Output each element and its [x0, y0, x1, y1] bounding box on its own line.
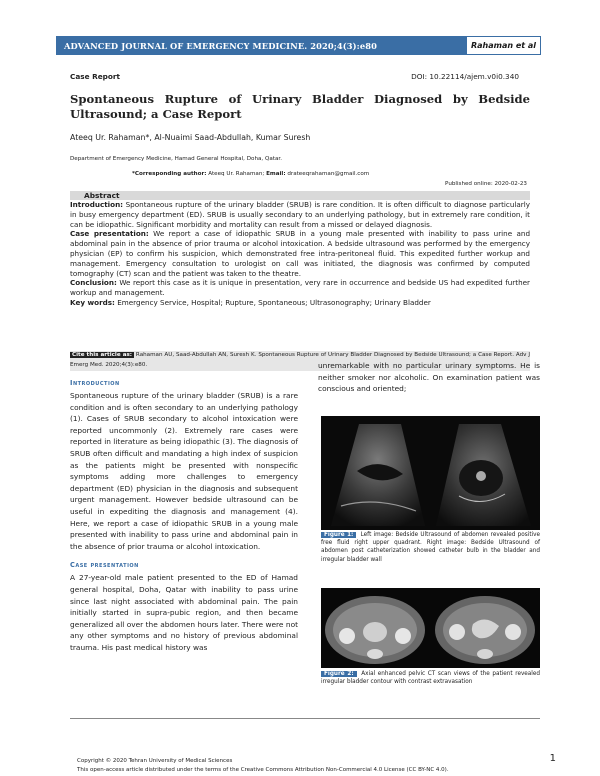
published-date: Published online: 2020-02-23 [445, 181, 527, 187]
footer-license: This open-access article distributed under the terms of the Creative Commons Attribution Non-Commercial 4.0 License (CC BY-NC 4.0). [77, 767, 449, 773]
email-label: Email: [266, 171, 286, 177]
doi-link[interactable]: DOI: 10.22114/ajem.v0i0.340 [411, 72, 519, 81]
page-number: 1 [549, 753, 556, 764]
figure-1-label: Figure 1: [321, 532, 356, 538]
citation-label: Cite this article as: [72, 352, 133, 358]
intro-label: Introduction: [70, 200, 124, 209]
case-label: Case presentation: [70, 229, 149, 239]
abstract-heading: Abstract [70, 191, 530, 200]
footer-copyright: Copyright © 2020 Tehran University of Medical Sciences [77, 758, 233, 764]
ct-images [321, 588, 540, 668]
corresponding-author [132, 171, 369, 177]
conclusion-text: We report this case as it is unique in presentation, very rare in occurrence and bedside US had expedited further workup and management. [70, 278, 530, 298]
figure-1-caption-text: Left image: Bedside Ultrasound of abdomen revealed positive free fluid right upper quadrant. Right image: Bedside Ultrasound of abdomen post catheterization showed catheter bulb in the bladder and irregular bladder wall [321, 532, 540, 563]
journal-title: ADVANCED JOURNAL OF EMERGENCY MEDICINE. 2020;4(3):e80 [64, 40, 377, 51]
abstract-keywords [70, 298, 530, 308]
article-type: Case Report [70, 72, 121, 81]
ct-right [435, 596, 535, 664]
right-column [318, 360, 540, 395]
article-title: Spontaneous Rupture of Urinary Bladder Diagnosed by Bedside Ultrasound; a Case Report [70, 92, 530, 121]
figure-2-label: Figure 2: [321, 671, 357, 677]
ultrasound-images [321, 416, 540, 530]
abstract-case [70, 229, 530, 278]
figure-1-caption [321, 531, 540, 564]
case-presentation-text: A 27-year-old male patient presented to the ED of Hamad general hospital, Doha, Qatar with inability to pass urine since last night associated with abdominal pain. The pain initially started in supra-pubic region, and then became generalized all over the abdomen hours later. There were not any other symptoms and no history of previous abdominal trauma. His past medical history was [70, 573, 298, 652]
case-presentation-heading: Case presentation [70, 561, 139, 570]
case-presentation-continued: unremarkable with no particular urinary symptoms. He is neither smoker nor alcoholic. On examination patient was conscious and oriented; [318, 361, 540, 394]
left-column [70, 379, 298, 653]
figure-1-ultrasound [321, 416, 540, 530]
figure-2-caption-text: Axial enhanced pelvic CT scan views of the patient revealed irregular bladder contour with contrast extravasation [321, 671, 540, 686]
figure-2-caption [321, 670, 540, 686]
introduction-heading: Introduction [70, 379, 120, 387]
citation-text: Rahaman AU, Saad-Abdullah AN, Suresh K. Spontaneous Rupture of Urinary Bladder Diagnosed by Bedside Ultrasound; a Case Report. Adv J Emerg Med. 2020;4(3):e80. [70, 352, 530, 368]
ct-left [325, 596, 425, 664]
running-author: Rahaman et al [467, 37, 540, 54]
conclusion-label: Conclusion: [70, 278, 117, 288]
keywords-label: Key words: [70, 297, 115, 307]
figure-2-ct-scan [321, 588, 540, 668]
corresponding-label: *Corresponding author: [132, 171, 207, 177]
corresponding-name: Ateeq Ur. Rahaman; [206, 171, 267, 177]
case-text: We report a case of idiopathic SRUB in a young male presented with inability to pass urine and abdominal pain in the absence of prior trauma or alcohol intoxication. A bedside ultrasound was performed by the emergency physician (EP) to confirm his suspicion, which demonstrated free intra-peritoneal fluid. This expedited further workup and management. Emergency consultation to urologist on call was initiated, the diagnosis was confirmed by computed tomography (CT) scan and the patient was taken to the theatre. [70, 229, 531, 278]
abstract-introduction [70, 200, 530, 229]
introduction-text: Spontaneous rupture of the urinary bladder (SRUB) is a rare condition and is often secondary to an underlying pathology (1). Cases of SRUB secondary to alcohol intoxication were reported uncommonly (2). Extremely rare cases were reported in literature as being idiopathic (3). The diagnosis of SRUB often difficult and mandating a high index of suspicion as the patients might be presented with nonspecific symptoms adding more challenges to emergency department (ED) physician in the diagnosis and subsequent urgent management. However bedside ultrasound can be useful in expediting the diagnosis and management (4). Here, we report a case of idiopathic SRUB in a young male presented with inability to pass urine and abdominal pain in the absence of prior trauma or alcohol intoxication. [70, 391, 298, 551]
email-link[interactable]: drateeqrahaman@gmail.com [285, 171, 370, 177]
author-list: Ateeq Ur. Rahaman*, Al-Nuaimi Saad-Abdullah, Kumar Suresh [70, 133, 311, 142]
affiliation: Department of Emergency Medicine, Hamad General Hospital, Doha, Qatar. [70, 156, 282, 162]
intro-text: Spontaneous rupture of the urinary bladder (SRUB) is rare condition. It is often difficult to diagnose particularly in busy emergency department (ED). SRUB is usually secondary to an underlying pathology, but in extremely rare condition, it can be idiopathic. Significant morbidity and mortality can result from a missed or delayed diagnosis. [70, 200, 530, 229]
journal-header [56, 36, 541, 55]
abstract-body [70, 200, 530, 308]
abstract-conclusion [70, 278, 530, 298]
keywords-text: Emergency Service, Hospital; Rupture, Spontaneous; Ultrasonography; Urinary Bladder [114, 297, 431, 307]
footer-divider [70, 718, 540, 719]
